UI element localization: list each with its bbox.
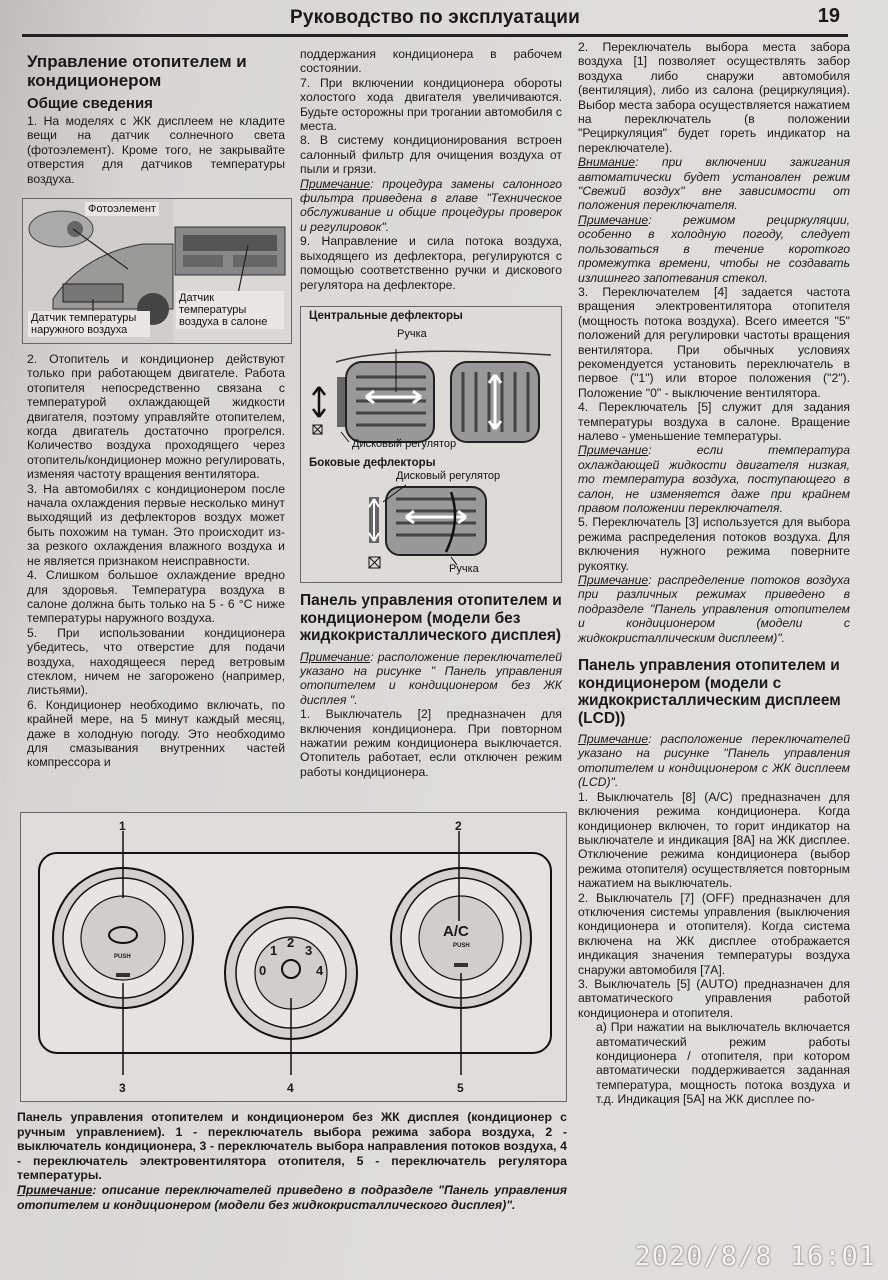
paragraph: 5. Переключатель [3] используется для выбора режима распределения потоков воздуха. Для включения нужного режима поверните рукоятку. <box>578 515 850 573</box>
column-3 <box>578 40 850 1107</box>
side-deflectors-title: Боковые дефлекторы <box>309 457 436 469</box>
fan-pos-4: 4 <box>316 963 324 978</box>
paragraph: 8. В систему кондиционирования встроен салонный фильтр для очищения воздуха от пыли и грязи. <box>300 133 562 177</box>
paragraph: 6. Кондиционер необходимо включать, по крайней мере, на 5 минут каждый месяц, даже в холодную погоду. Это необходимо для смазывания внутренних частей компрессора и <box>27 697 285 770</box>
note: Примечание: расположение переключателей указано на рисунке " Панель управления отопителем и кондиционером без ЖК дисплея ". <box>300 649 562 707</box>
fan-pos-3: 3 <box>305 943 313 958</box>
paragraph: 9. Направление и сила потока воздуха, выходящего из дефлектора, регулируются с помощью соответственно ручки и дискового регулятора на дефлекторе. <box>300 234 562 292</box>
paragraph: 2. Переключатель выбора места забора воздуха [1] позволяет осуществлять забор воздуха либо снаружи автомобиля (вентиляция), либо из салона (рециркуляция). Выбор места забора осуществляется нажатием на переключатель (в положении "Рециркуляция" будет гореть индикатор на переключателе). <box>578 40 850 155</box>
paragraph: 1. Выключатель [8] (A/C) предназначен для включения режима кондиционера. Когда кондиционер включен, то горит индикатор на выключателе и индикация [8A] на ЖК дисплее. Отключение режима кондиционера (выбор режима отопителя) осуществляется повторным нажатием на выключатель. <box>578 789 850 891</box>
ac-push-label: PUSH <box>453 943 470 949</box>
column-1-lower <box>27 352 285 770</box>
inside-sensor-label: Датчик температуры воздуха в салоне <box>176 291 284 329</box>
fan-pos-0: 0 <box>259 963 267 978</box>
callout-3: 3 <box>119 1081 126 1095</box>
paragraph: 3. Выключатель [5] (AUTO) предназначен для автоматического управления работой кондиционера и отопителя. <box>578 976 850 1020</box>
caption-note: Примечание: описание переключателей приведено в подразделе "Панель управления отопителем и кондиционером (модели без жидкокристаллического дисплея)". <box>17 1182 567 1212</box>
callout-2: 2 <box>455 819 462 833</box>
section-heading: Управление отопителем и кондиционером <box>27 52 247 90</box>
note: Примечание: процедура замены салонного фильтра приведена в главе "Техническое обслуживание и общие процедуры проверок и регулировок". <box>300 176 562 234</box>
paragraph: 1. На моделях с ЖК дисплеем не кладите вещи на датчик солнечного света (фотоэлемент). Кроме того, не закрывайте отверстия для датчиков температуры воздуха. <box>27 114 285 186</box>
section-heading-no-lcd: Панель управления отопителем и кондиционером (модели без жидкокристаллического дисплея) <box>300 592 562 644</box>
ac-label: A/C <box>443 923 469 940</box>
note: Примечание: распределение потоков воздуха при различных режимах приведено в подразделе "Панель управления отопителем и кондиционером (модели с жидкокристаллическим дисплеем)". <box>578 573 850 645</box>
paragraph: 3. Переключателем [4] задается частота вращения электровентилятора отопителя (мощность потока воздуха). Всего имеется "5" положений для регулировки частоты вращения вентилятора. При обычных условиях рекомендуется установить переключатель в первое ("1") или второе положения ("2"). Положение "0" - выключение вентилятора. <box>578 284 850 400</box>
column-1 <box>27 52 285 186</box>
central-deflectors-title: Центральные дефлекторы <box>309 310 463 322</box>
column-2 <box>300 47 562 292</box>
callout-1: 1 <box>119 819 126 833</box>
photo-timestamp: 2020/8/8 16:01 <box>634 1241 876 1272</box>
panel-caption <box>17 1110 567 1212</box>
callout-5: 5 <box>457 1081 464 1095</box>
deflectors-figure <box>300 306 562 583</box>
paragraph: 2. Выключатель [7] (OFF) предназначен для отключения системы управления (выключения кондиционера и отопителя). Когда система включена на ЖК дисплее отображается индикация значения температуры воздуха снаружи автомобиля [7A]. <box>578 890 850 977</box>
caption-text: Панель управления отопителем и кондиционером без ЖК дисплея (кондиционер с ручным управлением). 1 - переключатель выбора режима забора воздуха, 2 - выключатель кондиционера, 3 - переключатель выбора направления потоков воздуха, 4 - переключатель электровентилятора отопителя, 5 - переключатель регулятора температуры. <box>17 1110 567 1183</box>
subsection-heading: Общие сведения <box>27 95 153 112</box>
outside-sensor-label: Датчик температуры наружного воздуха <box>28 311 150 337</box>
header-title: Руководство по эксплуатации <box>290 7 581 28</box>
page-number: 19 <box>817 5 840 27</box>
paragraph: 4. Слишком большое охлаждение вредно для здоровья. Температура воздуха в салоне должна быть только на 5 - 6 °С ниже температуры наружного воздуха. <box>27 568 285 626</box>
knob-label-side: Ручка <box>449 563 479 575</box>
control-panel-illustration <box>21 813 566 1101</box>
push-label-left: PUSH <box>114 954 131 960</box>
page-header <box>22 5 848 37</box>
note: Примечание: если температура охлаждающей жидкости двигателя низкая, то температура воздуха, поступающего в салон, не изменяется даже при крайнем правом положении переключателя. <box>578 443 850 515</box>
photo-sensor-label: Фотоэлемент <box>85 202 159 216</box>
note: Примечание: расположение переключателей указано на рисунке "Панель управления отопителем и кондиционером с ЖК дисплеем (LCD)". <box>578 732 850 790</box>
control-panel-figure <box>20 812 567 1102</box>
note: Примечание: режимом рециркуляции, особенно в холодную погоду, следует пользоваться в течение короткого промежутка времени, чтобы не создавать излишнего запотевания стекол. <box>578 212 850 285</box>
paragraph: 2. Отопитель и кондиционер действуют только при работающем двигателе. Работа отопителя непосредственно связана с температурой охлаждающей жидкости двигателя, поэтому управляйте отопителем, когда двигатель достаточно прогрелся. Количество воздуха проходящего через отопитель/кондиционер можно регулировать, изменяя частоту вращения вентилятора. <box>27 352 285 482</box>
section-heading-lcd: Панель управления отопителем и кондиционером (модели с жидкокристаллическим дисплеем (LCD)) <box>578 657 841 727</box>
dial-label-side: Дисковый регулятор <box>396 470 501 482</box>
paragraph: 3. На автомобилях с кондиционером после начала охлаждения первые несколько минут выходящий из дефлекторов воздух может быть похожим на туман. Это происходит из-за резкого охлаждения влажного воздуха и не является признаком неисправности. <box>27 481 285 568</box>
paragraph: поддержания кондиционера в рабочем состоянии. <box>300 47 562 76</box>
fan-pos-1: 1 <box>270 943 278 958</box>
paragraph: 7. При включении кондиционера обороты холостого хода двигателя увеличиваются. Будьте осторожны при трогании автомобиля с места. <box>300 75 562 134</box>
callout-4: 4 <box>287 1081 294 1095</box>
column-2-lower <box>300 592 562 779</box>
fan-pos-2: 2 <box>287 935 295 950</box>
knob-label: Ручка <box>397 328 427 340</box>
dial-label: Дисковый регулятор <box>352 438 457 450</box>
paragraph: а) При нажатии на выключатель включается автоматический режим работы кондиционера / отопителя, при котором автоматически поддерживается заданная температура, мощность потока воздуха и т.д. Индикация [5A] на ЖК дисплее по- <box>596 1020 850 1107</box>
attention-note: Внимание: при включении зажигания автоматически будет установлен режим "Свежий воздух" вне зависимости от положения переключателя. <box>578 155 850 213</box>
paragraph: 1. Выключатель [2] предназначен для включения кондиционера. При повторном нажатии режим кондиционера выключается. Отопитель работает, если отключен режим работы кондиционера. <box>300 707 562 779</box>
paragraph: 5. При использовании кондиционера убедитесь, что отверстие для подачи воздуха, находящееся перед ветровым стеклом, ничем не загорожено (например, листьями). <box>27 625 285 698</box>
paragraph: 4. Переключатель [5] служит для задания температуры воздуха в салоне. Вращение налево - уменьшение температуры. <box>578 400 850 443</box>
sensors-figure <box>22 198 292 344</box>
